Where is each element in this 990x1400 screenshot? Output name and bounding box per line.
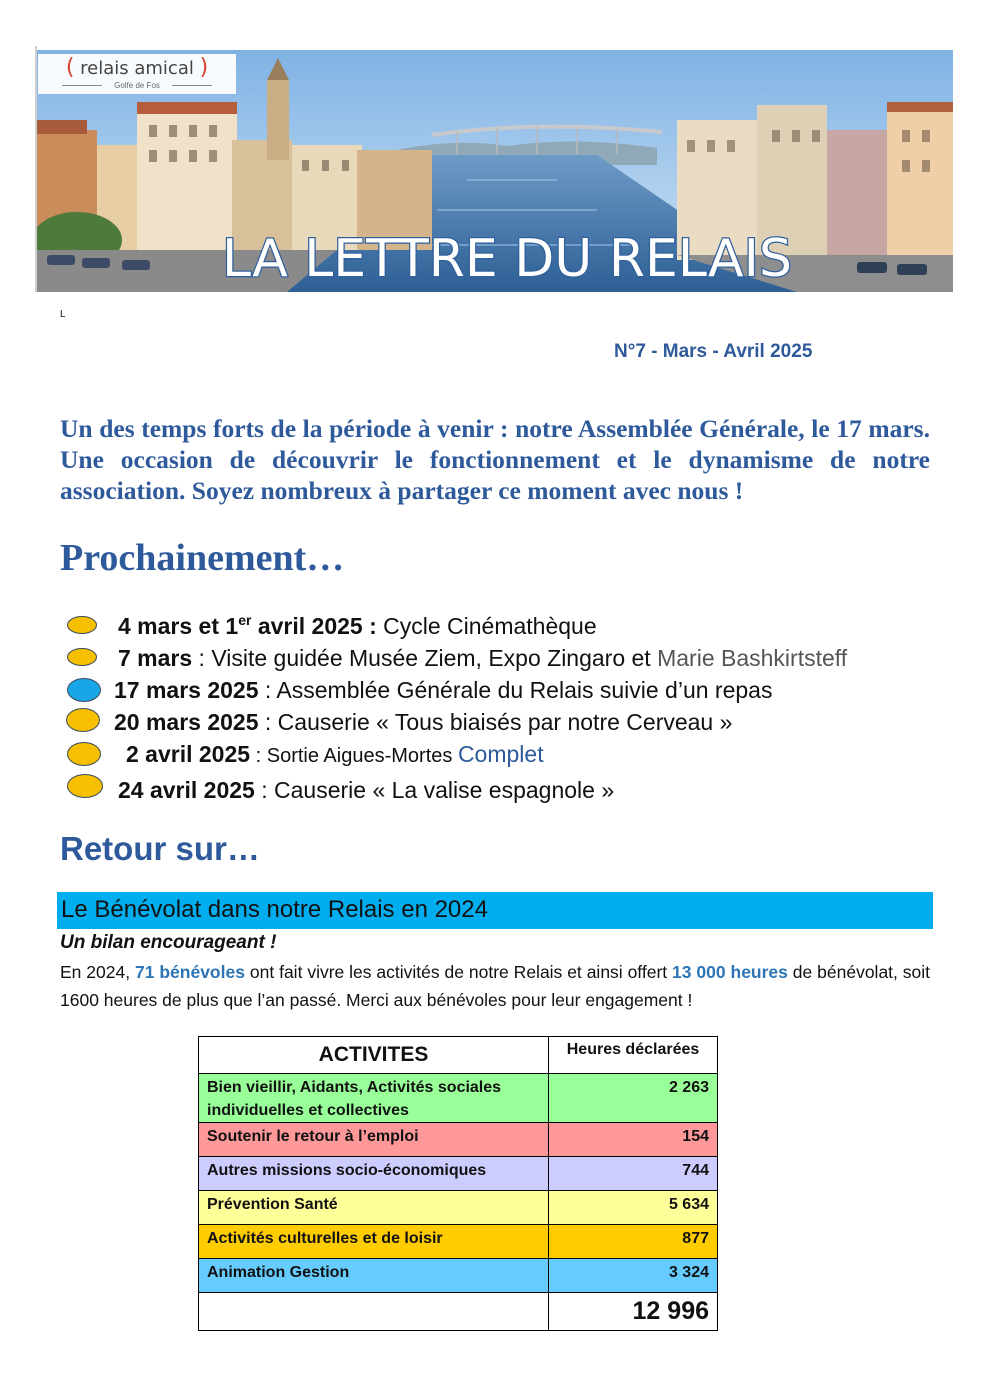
table-total-row bbox=[199, 1293, 718, 1331]
logo-name: ( relais amical ) bbox=[65, 55, 209, 80]
yellow-bullet-icon bbox=[67, 616, 97, 634]
table-row bbox=[199, 1191, 718, 1225]
yellow-bullet-icon bbox=[67, 774, 103, 798]
volunteer-paragraph: En 2024, 71 bénévoles ont fait vivre les activités de notre Relais et ainsi offert 13 000 heures de bénévolat, soit 1600 heures de plus que l’an passé. Merci aux bénévoles pour leur engagement ! bbox=[60, 962, 931, 1010]
table-row bbox=[199, 1074, 718, 1123]
activity-hours: 154 bbox=[549, 1123, 718, 1157]
activity-label: Bien vieillir, Aidants, Activités sociales individuelles et collectives bbox=[199, 1074, 549, 1123]
yellow-bullet-icon bbox=[66, 708, 100, 732]
table-row bbox=[199, 1157, 718, 1191]
yellow-bullet-icon bbox=[67, 742, 101, 766]
activity-hours: 744 bbox=[549, 1157, 718, 1191]
table-header-row bbox=[199, 1037, 718, 1074]
header-heures: Heures déclarées bbox=[549, 1037, 718, 1074]
activity-label: Autres missions socio-économiques bbox=[199, 1157, 549, 1191]
section-title: Le Bénévolat dans notre Relais en 2024 bbox=[61, 896, 488, 923]
relais-amical-logo bbox=[38, 54, 236, 94]
blue-bullet-icon bbox=[67, 678, 101, 702]
issue-number: N°7 - Mars - Avril 2025 bbox=[614, 341, 813, 362]
activity-hours: 877 bbox=[549, 1225, 718, 1259]
logo-subtitle: Golfe de Fos bbox=[114, 81, 160, 90]
activity-hours: 5 634 bbox=[549, 1191, 718, 1225]
total-hours: 12 996 bbox=[549, 1293, 718, 1331]
logo-rule-right bbox=[172, 85, 212, 86]
section-bar bbox=[57, 892, 933, 929]
intro-paragraph: Un des temps forts de la période à venir : notre Assemblée Générale, le 17 mars. Une occasion de découvrir le fonctionnement et le dynamisme de notre association. Soyez nombreux à partager ce moment avec nous ! bbox=[60, 414, 930, 505]
activity-hours: 2 263 bbox=[549, 1074, 718, 1123]
yellow-bullet-icon bbox=[67, 648, 97, 666]
activity-label: Prévention Santé bbox=[199, 1191, 549, 1225]
activity-hours: 3 324 bbox=[549, 1259, 718, 1293]
section-subtitle: Un bilan encourageant ! bbox=[60, 932, 277, 953]
activities-table bbox=[198, 1036, 718, 1331]
upcoming-heading: Prochainement… bbox=[60, 537, 345, 579]
table-row bbox=[199, 1123, 718, 1157]
stray-mark: L bbox=[60, 309, 66, 320]
header-activites: ACTIVITES bbox=[199, 1037, 549, 1074]
retour-heading: Retour sur… bbox=[60, 830, 260, 867]
activity-label: Animation Gestion bbox=[199, 1259, 549, 1293]
table-row bbox=[199, 1225, 718, 1259]
activity-label: Soutenir le retour à l’emploi bbox=[199, 1123, 549, 1157]
total-label-cell bbox=[199, 1293, 549, 1331]
table-row bbox=[199, 1259, 718, 1293]
banner-title: LA LETTRE DU RELAIS bbox=[222, 229, 792, 289]
activity-label: Activités culturelles et de loisir bbox=[199, 1225, 549, 1259]
